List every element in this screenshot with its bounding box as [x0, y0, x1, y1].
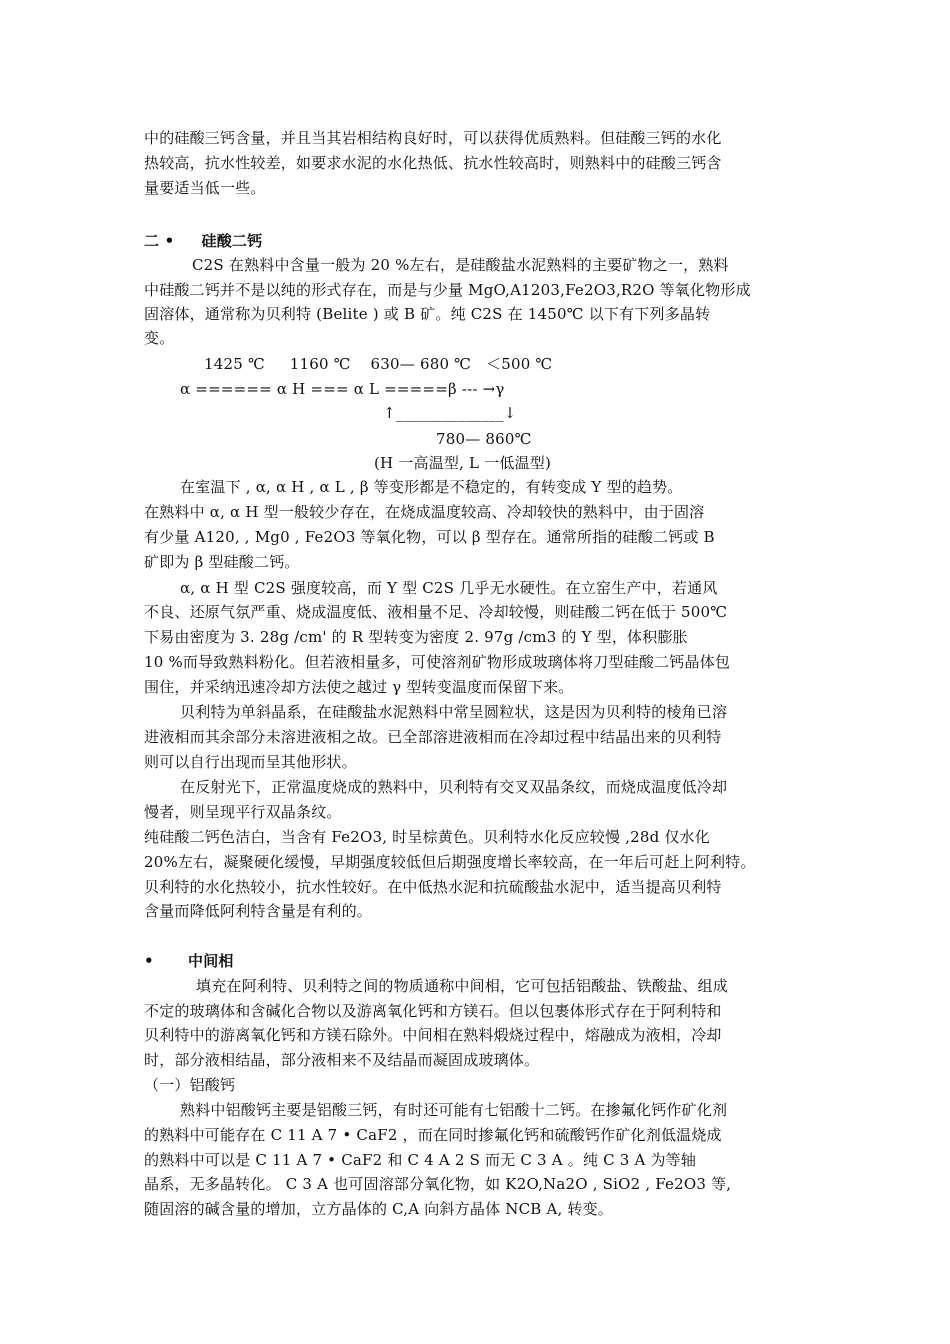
diagram-phases: α ====== α H === α L =====β --- →γ: [180, 380, 505, 398]
section-heading-c2s: 二 • 硅酸二钙: [144, 232, 263, 250]
intro-line: 量要适当低一些。: [144, 179, 266, 197]
paragraph-line: 矿即为 β 型硅酸二钙。: [144, 553, 300, 571]
paragraph-line: 在反射光下，正常温度烧成的熟料中，贝利特有交叉双晶条纹，而烧成温度低冷却: [180, 778, 728, 796]
paragraph-line: 变。: [144, 329, 175, 347]
paragraph-line: 有少量 A120, , Mg0 , Fe2O3 等氧化物，可以 β 型存在。通常所指的硅酸二钙或 B: [144, 528, 715, 546]
paragraph-line: 纯硅酸二钙色洁白，当含有 Fe2O3, 时呈棕黄色。贝利特水化反应较慢 ,28d 仅水化: [144, 828, 710, 846]
intro-line: 中的硅酸三钙含量，并且当其岩相结构良好时，可以获得优质熟料。但硅酸三钙的水化: [144, 129, 722, 147]
diagram-legend: (H 一高温型, L 一低温型): [374, 454, 552, 472]
paragraph-line: 围住，并采纳迅速冷却方法使之越过 γ 型转变温度而保留下来。: [144, 678, 574, 696]
paragraph-line: 的熟料中可能存在 C 11 A 7 • CaF2 ，而在同时掺氟化钙和硫酸钙作矿化剂低温烧成: [144, 1126, 722, 1144]
paragraph-line: 10 %而导致熟料粉化。但若液相量多，可使溶剂矿物形成玻璃体将刀型硅酸二钙晶体包: [144, 653, 731, 671]
paragraph-line: 下易由密度为 3. 28g /cm' 的 R 型转变为密度 2. 97g /cm3 的 Y 型，体积膨胀: [144, 628, 688, 646]
section-bullet: •: [144, 952, 154, 970]
paragraph-line: 贝利特中的游离氧化钙和方镁石除外。中间相在熟料煅烧过程中，熔融成为液相，冷却: [144, 1026, 722, 1044]
paragraph-line: 含量而降低阿利特含量是有利的。: [144, 902, 373, 920]
paragraph-line: 固溶体，通常称为贝利特 (Belite ) 或 B 矿。纯 C2S 在 1450℃ 以下有下列多晶转: [144, 305, 711, 323]
paragraph-line: 中硅酸二钙并不是以纯的形式存在，而是与少量 MgO,A1203,Fe2O3,R2O 等氧化物形成: [144, 281, 751, 299]
paragraph-line: 晶系，无多晶转化。 C 3 A 也可固溶部分氧化物，如 K2O,Na2O , SiO2 , Fe2O3 等,: [144, 1175, 732, 1193]
paragraph-line: 不定的玻璃体和含碱化合物以及游离氧化钙和方镁石。但以包裹体形式存在于阿利特和: [144, 1002, 722, 1020]
paragraph-line: 填充在阿利特、贝利特之间的物质通称中间相，它可包括铝酸盐、铁酸盐、组成: [196, 977, 729, 995]
paragraph-line: 不良、还原气氛严重、烧成温度低、液相量不足、冷却较慢，则硅酸二钙在低于 500℃: [144, 603, 728, 621]
paragraph-line: 贝利特的水化热较小，抗水性较好。在中低热水泥和抗硫酸盐水泥中，适当提高贝利特: [144, 878, 722, 896]
paragraph-line: 则可以自行出现而呈其他形状。: [144, 753, 357, 771]
intro-line: 热较高，抗水性较差，如要求水泥的水化热低、抗水性较高时，则熟料中的硅酸三钙含: [144, 154, 722, 172]
paragraph-line: 熟料中铝酸钙主要是铝酸三钙，有时还可能有七铝酸十二钙。在掺氟化钙作矿化剂: [180, 1101, 728, 1119]
paragraph-line: C2S 在熟料中含量一般为 20 %左右，是硅酸盐水泥熟料的主要矿物之一，熟料: [192, 256, 729, 274]
paragraph-line: 贝利特为单斜晶系，在硅酸盐水泥熟料中常呈圆粒状，这是因为贝利特的棱角已溶: [180, 703, 728, 721]
diagram-temperatures: 1425 ℃ 1160 ℃ 630— 680 ℃ ＜500 ℃: [204, 355, 553, 373]
paragraph-line: 时，部分液相结晶，部分液相来不及结晶而凝固成玻璃体。: [144, 1051, 540, 1069]
paragraph-line: 20%左右，凝聚硬化缓慢，早期强度较低但后期强度增长率较高，在一年后可赶上阿利特。: [144, 853, 756, 871]
paragraph-line: 的熟料中可以是 C 11 A 7 • CaF2 和 C 4 A 2 S 而无 C 3 A 。纯 C 3 A 为等轴: [144, 1151, 697, 1169]
paragraph-line: 进液相而其余部分未溶进液相之故。已全部溶进液相而在冷却过程中结晶出来的贝利特: [144, 728, 722, 746]
section-heading-intermediate-phase: 中间相: [188, 952, 234, 970]
paragraph-line: 在熟料中 α, α H 型一般较少存在，在烧成温度较高、冷却较快的熟料中，由于固溶: [144, 503, 705, 521]
sub-heading-calcium-aluminate: （一）铝酸钙: [144, 1076, 236, 1094]
diagram-loop-temperature: 780— 860℃: [436, 430, 532, 448]
paragraph-line: α, α H 型 C2S 强度较高，而 Y 型 C2S 几乎无水硬性。在立窑生产中，若通风: [180, 579, 718, 597]
paragraph-line: 随固溶的碱含量的增加，立方晶体的 C,A 向斜方晶体 NCB A, 转变。: [144, 1200, 614, 1218]
diagram-loop-arrows: ↑______________↓: [383, 404, 517, 422]
paragraph-line: 在室温下 , α, α H , α L , β 等变形都是不稳定的，有转变成 Y 型的趋势。: [180, 478, 683, 496]
paragraph-line: 慢者，则呈现平行双晶条纹。: [144, 803, 342, 821]
